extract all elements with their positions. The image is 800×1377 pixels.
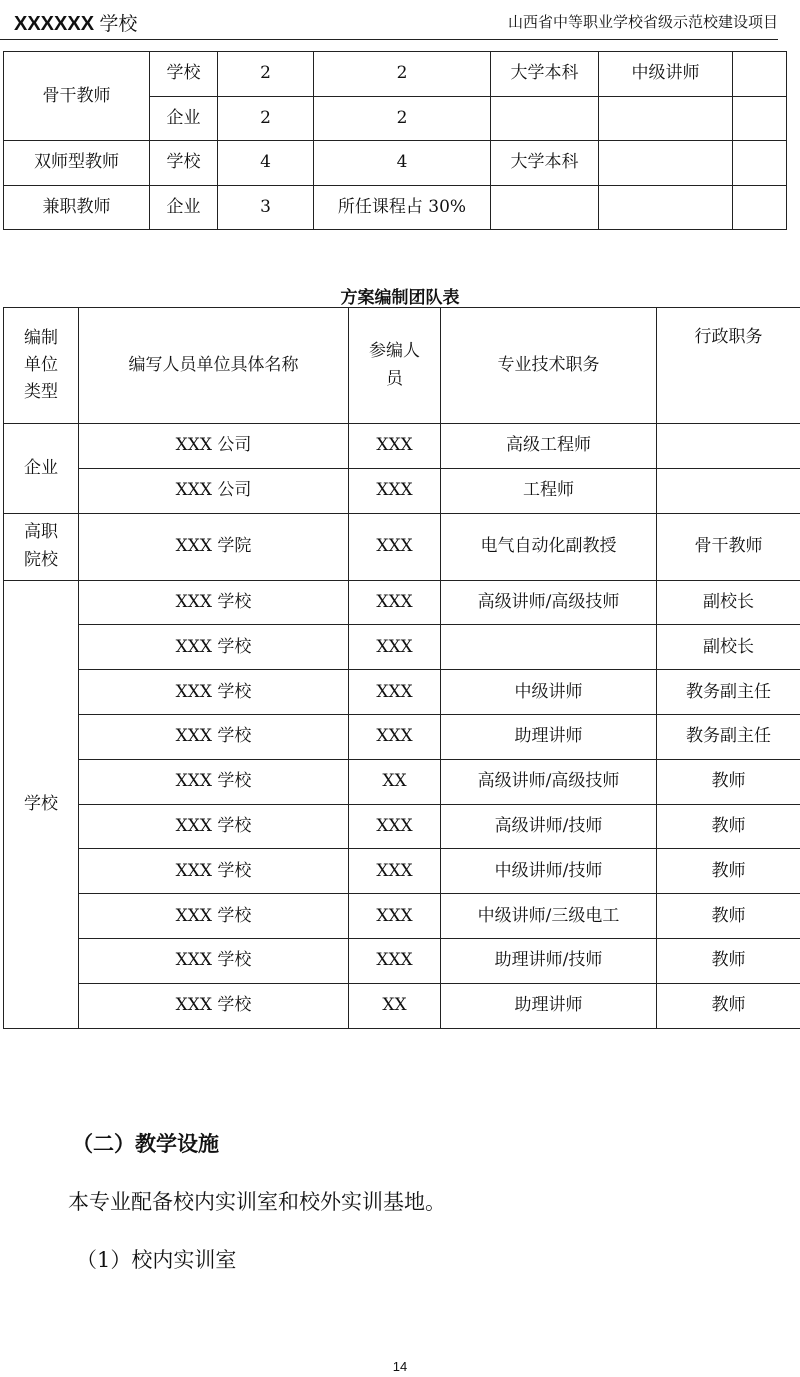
member-name: XXX <box>349 670 441 715</box>
admin-post: 教师 <box>657 983 800 1028</box>
teacher-count2: 2 <box>314 96 491 141</box>
member-name: XX <box>349 759 441 804</box>
member-name: XXX <box>349 804 441 849</box>
admin-post: 教师 <box>657 759 800 804</box>
member-name: XXX <box>349 513 441 580</box>
org-name: XXX 学院 <box>79 513 349 580</box>
tech-title: 助理讲师 <box>441 714 657 759</box>
table-row <box>4 580 800 625</box>
org-name: XXX 学校 <box>79 580 349 625</box>
table-row <box>4 468 800 513</box>
table-row <box>4 185 787 230</box>
member-name: XX <box>349 983 441 1028</box>
section-heading: （二）教学设施 <box>72 1132 219 1156</box>
member-name: XXX <box>349 625 441 670</box>
table-row <box>4 804 800 849</box>
admin-post: 副校长 <box>657 580 800 625</box>
tech-title: 助理讲师/技师 <box>441 938 657 983</box>
tech-title: 中级讲师/三级电工 <box>441 894 657 939</box>
header-org-name: 编写人员单位具体名称 <box>79 308 349 424</box>
teacher-unit: 学校 <box>150 141 218 186</box>
teacher-count: 2 <box>218 96 314 141</box>
group-school: 学校 <box>4 580 79 1028</box>
teacher-education: 大学本科 <box>491 141 599 186</box>
tech-title: 高级讲师/高级技师 <box>441 580 657 625</box>
table-row <box>4 938 800 983</box>
header-project-title: 山西省中等职业学校省级示范校建设项目 <box>507 13 778 31</box>
header-unit-type: 编制单位类型 <box>4 308 79 424</box>
table-row <box>4 759 800 804</box>
table-row <box>4 513 800 580</box>
org-name: XXX 学校 <box>79 625 349 670</box>
section-paragraph: 本专业配备校内实训室和校外实训基地。 <box>68 1190 446 1214</box>
teacher-unit: 企业 <box>150 96 218 141</box>
teacher-education: 大学本科 <box>491 52 599 97</box>
org-name: XXX 学校 <box>79 983 349 1028</box>
teacher-title <box>599 96 733 141</box>
header-divider <box>0 39 778 40</box>
member-name: XXX <box>349 849 441 894</box>
teacher-category: 双师型教师 <box>4 141 150 186</box>
table-row <box>4 983 800 1028</box>
header-school-name <box>14 9 137 36</box>
teacher-category: 兼职教师 <box>4 185 150 230</box>
table-row <box>4 714 800 759</box>
org-name: XXX 学校 <box>79 759 349 804</box>
tech-title: 中级讲师 <box>441 670 657 715</box>
member-name: XXX <box>349 580 441 625</box>
teacher-count2: 所任课程占 30% <box>314 185 491 230</box>
org-name: XXX 学校 <box>79 670 349 715</box>
org-name: XXX 学校 <box>79 938 349 983</box>
teacher-extra <box>733 52 787 97</box>
member-name: XXX <box>349 714 441 759</box>
header-school-suffix: 学校 <box>99 14 138 35</box>
admin-post <box>657 468 800 513</box>
tech-title: 高级讲师/技师 <box>441 804 657 849</box>
table-row <box>4 141 787 186</box>
admin-post: 骨干教师 <box>657 513 800 580</box>
admin-post: 教务副主任 <box>657 714 800 759</box>
teacher-extra <box>733 96 787 141</box>
teacher-count: 4 <box>218 141 314 186</box>
table-row <box>4 52 787 97</box>
page-number: 14 <box>392 1359 408 1374</box>
teacher-unit: 企业 <box>150 185 218 230</box>
teacher-count2: 4 <box>314 141 491 186</box>
tech-title: 高级讲师/高级技师 <box>441 759 657 804</box>
member-name: XXX <box>349 938 441 983</box>
teacher-education <box>491 185 599 230</box>
admin-post: 教师 <box>657 938 800 983</box>
tech-title: 中级讲师/技师 <box>441 849 657 894</box>
header-tech-title: 专业技术职务 <box>441 308 657 424</box>
tech-title <box>441 625 657 670</box>
org-name: XXX 学校 <box>79 714 349 759</box>
table-row <box>4 849 800 894</box>
group-college: 高职院校 <box>4 513 79 580</box>
org-name: XXX 学校 <box>79 804 349 849</box>
table-row <box>4 894 800 939</box>
teacher-title <box>599 185 733 230</box>
teacher-title <box>599 141 733 186</box>
teacher-category: 骨干教师 <box>4 52 150 141</box>
org-name: XXX 学校 <box>79 894 349 939</box>
tech-title: 电气自动化副教授 <box>441 513 657 580</box>
teacher-extra <box>733 141 787 186</box>
team-table <box>3 307 800 1029</box>
header-school-code: XXXXXX <box>14 13 95 35</box>
table-header-row <box>4 308 800 424</box>
admin-post: 副校长 <box>657 625 800 670</box>
teacher-table <box>3 51 787 230</box>
member-name: XXX <box>349 468 441 513</box>
teacher-education <box>491 96 599 141</box>
admin-post: 教务副主任 <box>657 670 800 715</box>
section-subheading: （1）校内实训室 <box>76 1248 237 1272</box>
member-name: XXX <box>349 424 441 469</box>
admin-post: 教师 <box>657 894 800 939</box>
org-name: XXX 公司 <box>79 424 349 469</box>
admin-post <box>657 424 800 469</box>
teacher-count: 2 <box>218 52 314 97</box>
tech-title: 工程师 <box>441 468 657 513</box>
team-table-caption: 方案编制团队表 <box>340 288 460 308</box>
teacher-extra <box>733 185 787 230</box>
header-admin-post: 行政职务 <box>657 308 800 424</box>
admin-post: 教师 <box>657 849 800 894</box>
tech-title: 助理讲师 <box>441 983 657 1028</box>
group-enterprise: 企业 <box>4 424 79 514</box>
member-name: XXX <box>349 894 441 939</box>
table-row <box>4 625 800 670</box>
table-row <box>4 670 800 715</box>
table-row <box>4 424 800 469</box>
org-name: XXX 公司 <box>79 468 349 513</box>
teacher-count: 3 <box>218 185 314 230</box>
teacher-title: 中级讲师 <box>599 52 733 97</box>
admin-post: 教师 <box>657 804 800 849</box>
teacher-count2: 2 <box>314 52 491 97</box>
tech-title: 高级工程师 <box>441 424 657 469</box>
header-member: 参编人员 <box>349 308 441 424</box>
teacher-unit: 学校 <box>150 52 218 97</box>
org-name: XXX 学校 <box>79 849 349 894</box>
